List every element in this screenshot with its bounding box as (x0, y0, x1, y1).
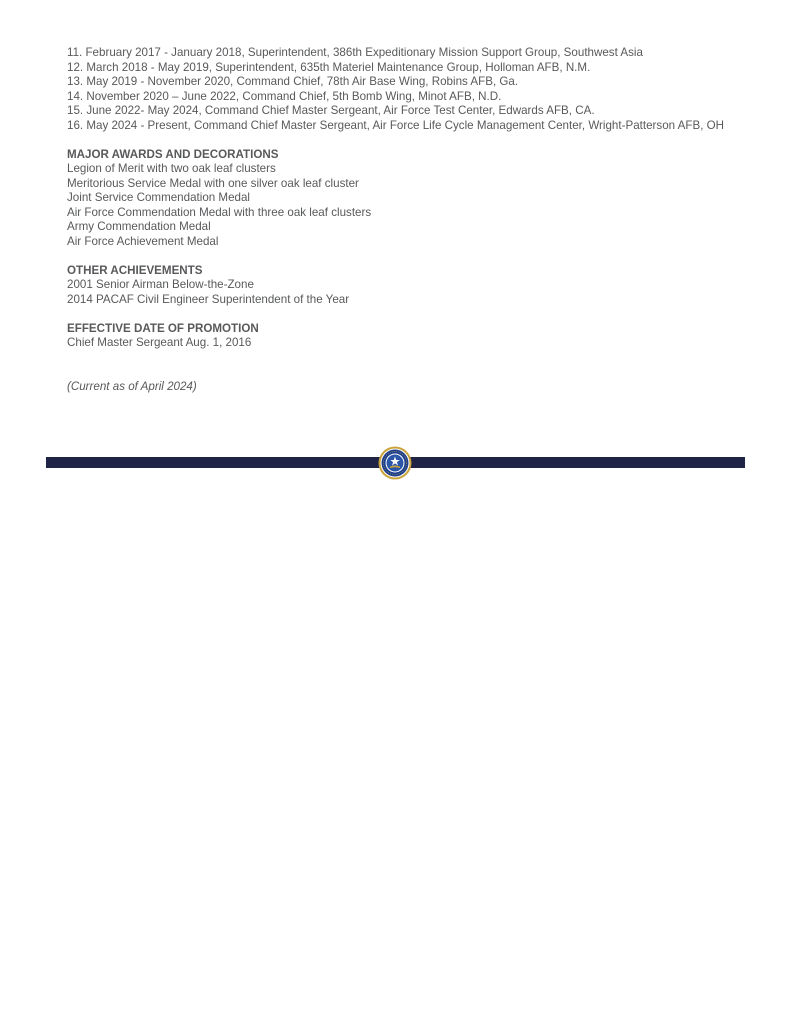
assignment-item: 14. November 2020 – June 2022, Command Chief, 5th Bomb Wing, Minot AFB, N.D. (67, 89, 502, 103)
promotion-heading: EFFECTIVE DATE OF PROMOTION (67, 321, 259, 335)
current-as-of-note: (Current as of April 2024) (67, 379, 197, 393)
achievements-heading: OTHER ACHIEVEMENTS (67, 263, 203, 277)
air-force-seal-icon (378, 446, 412, 480)
assignment-item: 15. June 2022- May 2024, Command Chief Master Sergeant, Air Force Test Center, Edwards AFB, CA. (67, 104, 595, 117)
assignment-item: 11. February 2017 - January 2018, Superintendent, 386th Expeditionary Mission Support Group, Southwest Asia (67, 46, 643, 59)
promotion-section (67, 322, 727, 351)
award-item: Air Force Commendation Medal with three oak leaf clusters (67, 205, 372, 219)
assignment-list (67, 46, 727, 133)
assignment-item: 13. May 2019 - November 2020, Command Chief, 78th Air Base Wing, Robins AFB, Ga. (67, 75, 519, 88)
achievements-section (67, 264, 727, 308)
award-item: Meritorious Service Medal with one silver oak leaf cluster (67, 176, 359, 190)
promotion-item: Chief Master Sergeant Aug. 1, 2016 (67, 336, 252, 349)
achievement-item: 2014 PACAF Civil Engineer Superintendent of the Year (67, 292, 350, 306)
assignment-item: 12. March 2018 - May 2019, Superintendent, 635th Materiel Maintenance Group, Holloman AFB, N.M. (67, 60, 591, 74)
award-item: Air Force Achievement Medal (67, 234, 219, 248)
award-item: Legion of Merit with two oak leaf clusters (67, 162, 276, 175)
assignment-item: 16. May 2024 - Present, Command Chief Master Sergeant, Air Force Life Cycle Management Center, Wright-Patterson AFB, OH (67, 118, 725, 132)
award-item: Army Commendation Medal (67, 220, 211, 233)
awards-section (67, 148, 727, 250)
awards-heading: MAJOR AWARDS AND DECORATIONS (67, 147, 279, 161)
award-item: Joint Service Commendation Medal (67, 191, 251, 204)
achievement-item: 2001 Senior Airman Below-the-Zone (67, 278, 254, 291)
bio-content (67, 46, 727, 394)
